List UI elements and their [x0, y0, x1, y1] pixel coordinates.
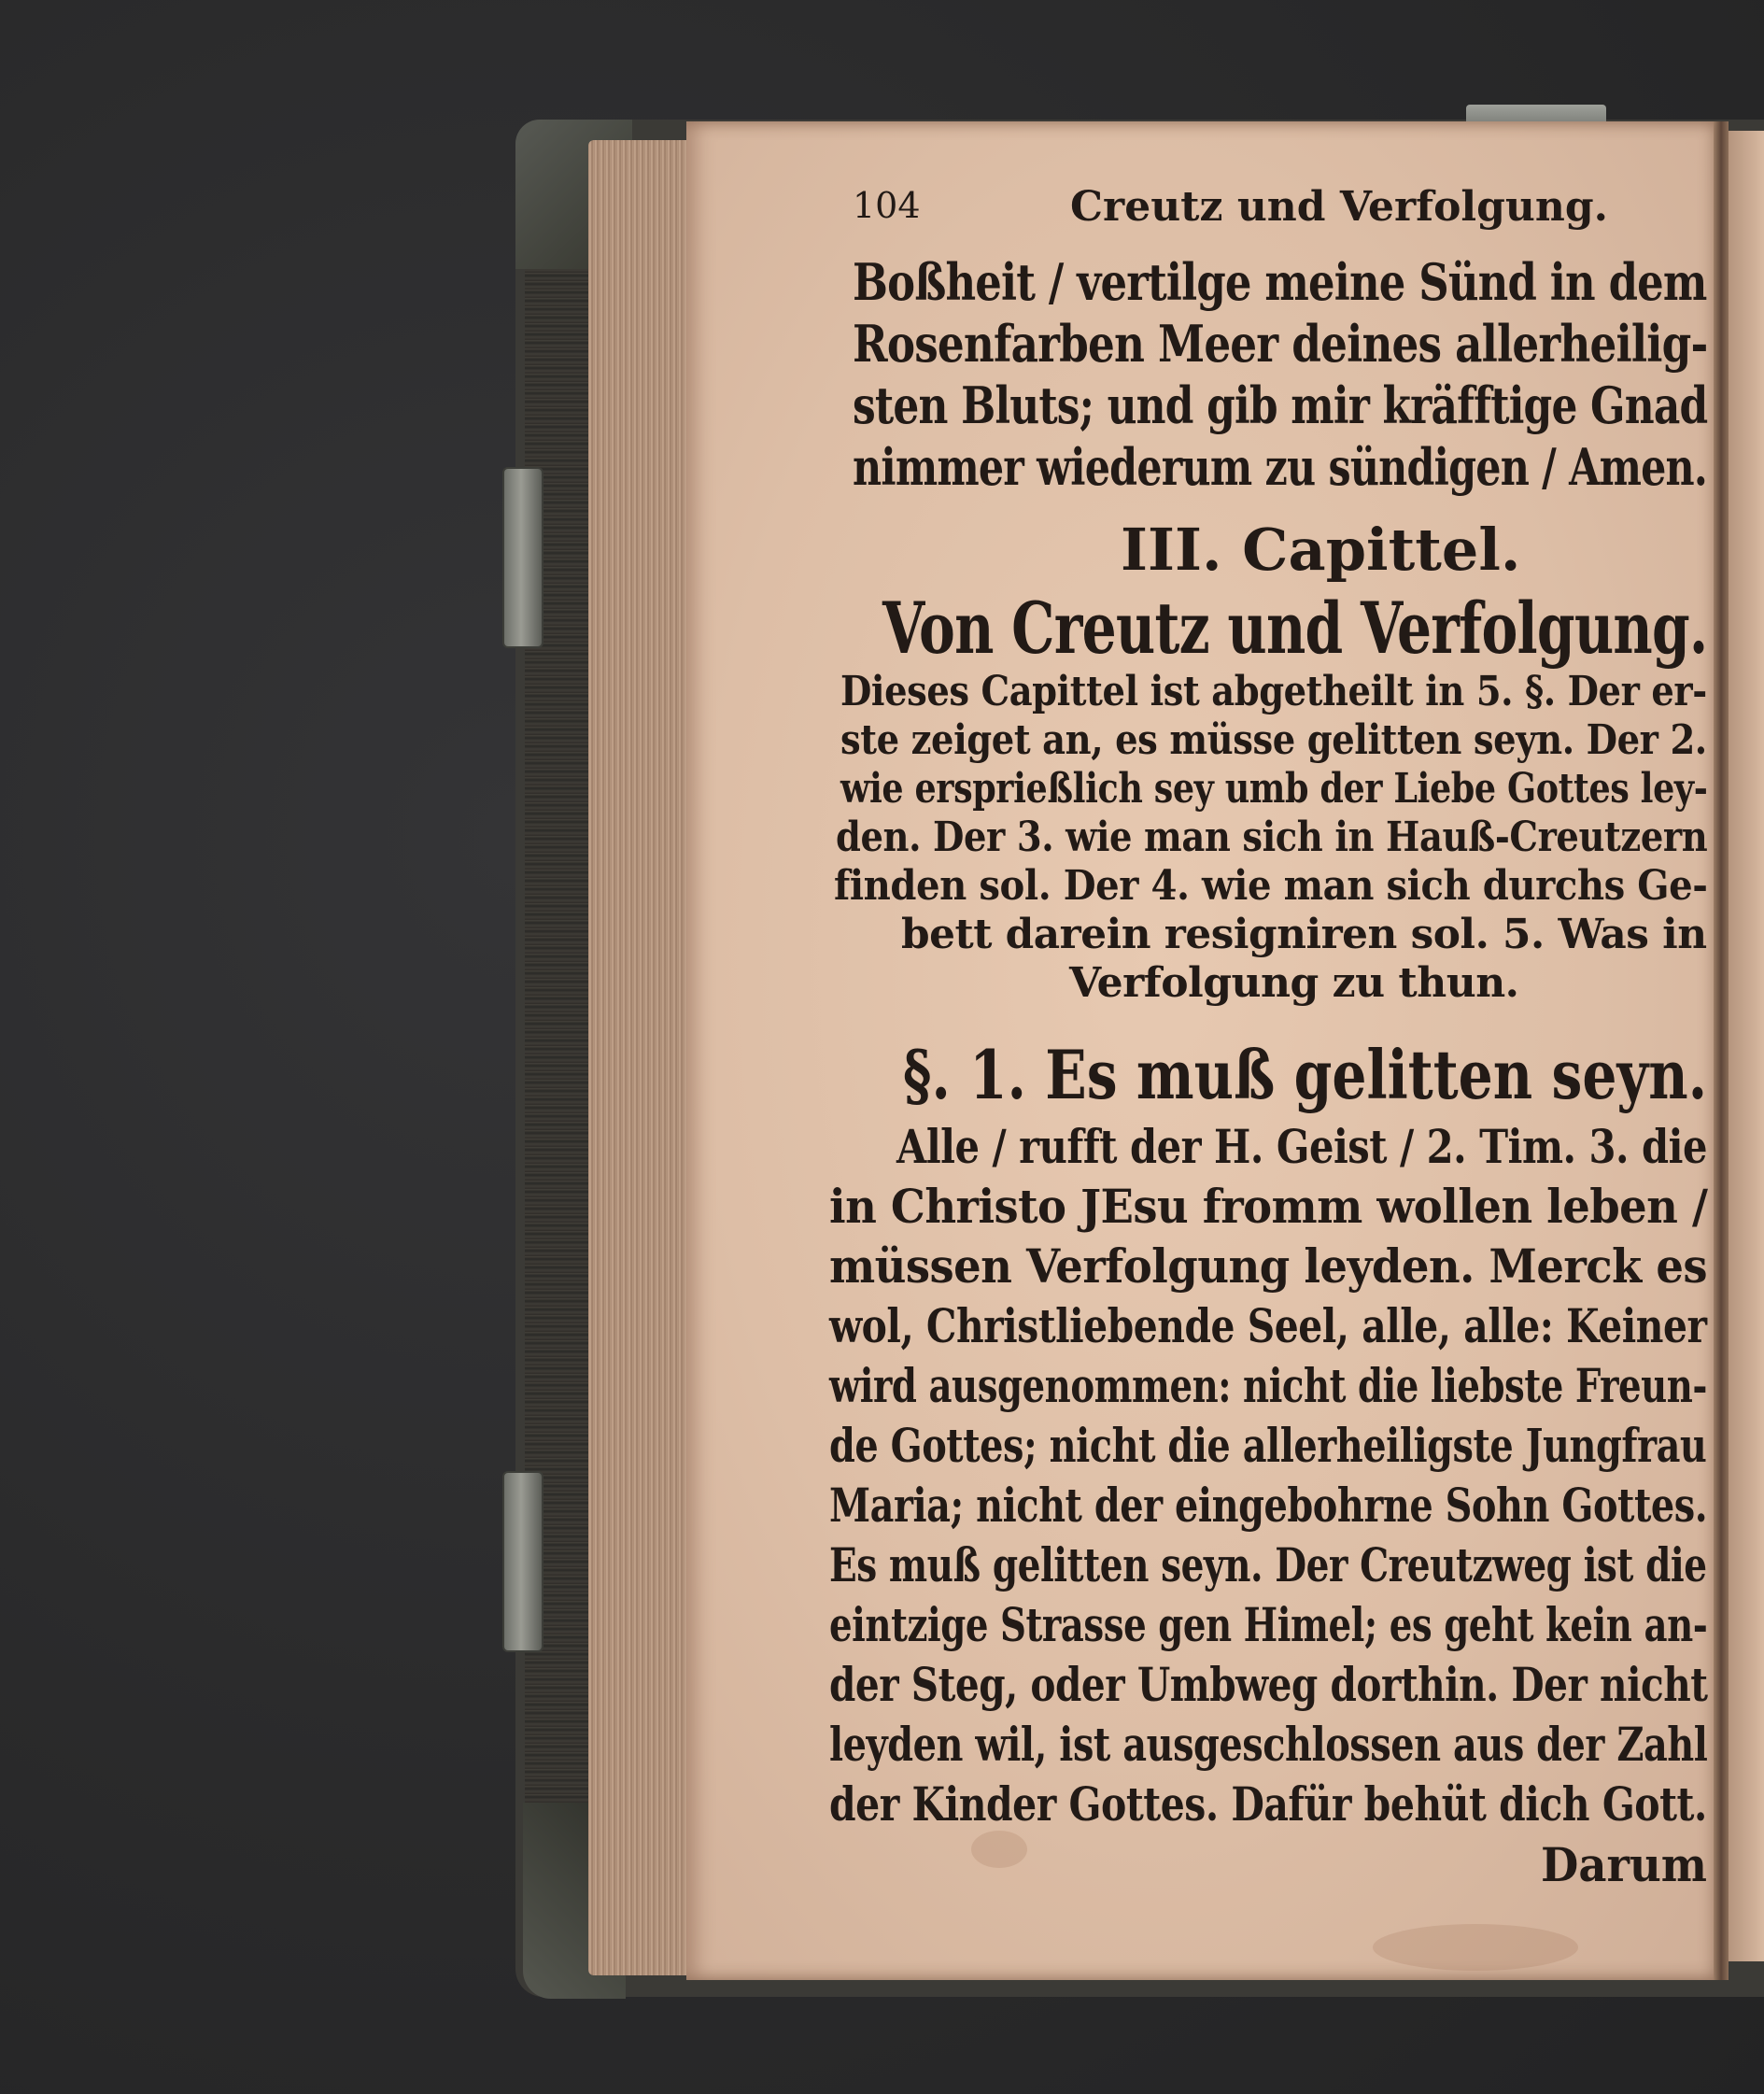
summary-line: Verfolgung zu thun.	[1069, 959, 1519, 1007]
paragraph-line: eintzige Strasse gen Himel; es geht kein an-	[829, 1597, 1708, 1652]
paragraph-line: leyden wil, ist ausgeschlossen aus der Zahl	[829, 1717, 1708, 1772]
page-number: 104	[853, 185, 921, 226]
page-gutter	[1714, 121, 1729, 1980]
clasp-lower	[502, 1471, 543, 1652]
paragraph-line: der Kinder Gottes. Dafür behüt dich Gott.	[829, 1776, 1707, 1832]
summary-line: ste zeiget an, es müsse gelitten seyn. Der 2.	[840, 716, 1707, 764]
catchword: Darum	[1541, 1837, 1707, 1892]
chapter-label: III. Capittel.	[1121, 516, 1521, 584]
summary-line: finden sol. Der 4. wie man sich durchs Ge-	[834, 862, 1708, 910]
page-stain	[1373, 1924, 1578, 1971]
paragraph-line: in Christo JEsu fromm wollen leben /	[829, 1179, 1708, 1234]
summary-line: wie ersprießlich sey umb der Liebe Gottes ley-	[840, 765, 1708, 813]
chapter-title: Von Creutz und Verfolgung.	[882, 587, 1708, 670]
paragraph-line: Maria; nicht der eingebohrne Sohn Gottes.	[829, 1478, 1708, 1533]
text-line: sten Bluts; und gib mir kräfftige Gnad	[853, 375, 1708, 435]
summary-line: den. Der 3. wie man sich in Hauß-Creutzern	[836, 814, 1708, 861]
text-line: Rosenfarben Meer deines allerheilig-	[853, 314, 1708, 374]
text-line: nimmer wiederum zu sündigen / Amen.	[853, 437, 1707, 497]
clasp-upper	[502, 467, 543, 648]
paragraph-line: wird ausgenommen: nicht die liebste Freun-	[829, 1358, 1708, 1413]
summary-line: bett darein resigniren sol. 5. Was in	[901, 911, 1707, 958]
paragraph-line: Es muß gelitten seyn. Der Creutzweg ist die	[829, 1537, 1707, 1592]
text-line: Boßheit / vertilge meine Sünd in dem	[853, 252, 1707, 312]
page-stain	[971, 1831, 1027, 1868]
summary-line: Dieses Capittel ist abgetheilt in 5. §. Der er-	[840, 668, 1707, 715]
paragraph-line: de Gottes; nicht die allerheiligste Jungfrau	[829, 1418, 1707, 1473]
section-title: §. 1. Es muß gelitten seyn.	[903, 1035, 1708, 1114]
paragraph-line: Alle / rufft der H. Geist / 2. Tim. 3. die	[896, 1119, 1707, 1174]
paragraph-line: wol, Christliebende Seel, alle, alle: Keiner	[829, 1298, 1707, 1353]
running-title: Creutz und Verfolgung.	[1070, 183, 1608, 231]
facing-page-edge	[1726, 131, 1764, 1961]
paragraph-line: müssen Verfolgung leyden. Merck es	[829, 1238, 1707, 1294]
paragraph-line: der Steg, oder Umbweg dorthin. Der nicht	[829, 1657, 1708, 1712]
